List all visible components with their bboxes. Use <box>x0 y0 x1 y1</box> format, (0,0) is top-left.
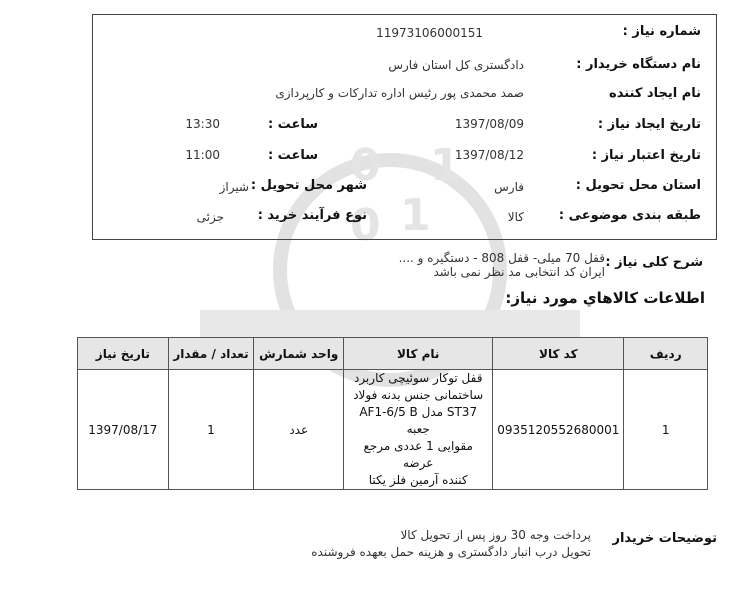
creator-label: نام ایجاد کننده <box>609 86 701 101</box>
category-label: طبقه بندی موضوعی : <box>558 208 701 223</box>
col-code-header: کد کالا <box>493 338 624 370</box>
buyer-org-label: نام دستگاه خریدار : <box>576 57 701 72</box>
cell-name-line: ST37 مدل AF1-6/5 B جعبه <box>359 405 478 436</box>
items-title: اطلاعات کالاهاي مورد نياز: <box>505 289 705 307</box>
buyer-org-value: دادگستری کل استان فارس <box>388 58 524 72</box>
created-date-label: تاریخ ایجاد نیاز : <box>597 117 701 132</box>
summary-label: شرح کلی نیاز : <box>605 255 703 270</box>
table-header-row <box>78 338 708 370</box>
city-value: شیراز <box>219 180 249 194</box>
col-date-header: تاریخ نیاز <box>78 338 169 370</box>
buyer-notes-line1: پرداخت وجه 30 روز پس از تحویل کالا <box>400 528 591 542</box>
cell-code: 0935120552680001 <box>493 370 624 490</box>
cell-unit: عدد <box>254 370 344 490</box>
cell-row: 1 <box>624 370 708 490</box>
created-time-label: ساعت : <box>267 117 318 132</box>
cell-date: 1397/08/17 <box>78 370 169 490</box>
items-table <box>77 337 708 490</box>
validity-time-value: 11:00 <box>185 148 220 162</box>
process-value: جزئی <box>196 210 224 224</box>
col-name-header: نام کالا <box>344 338 493 370</box>
city-label: شهر محل تحویل : <box>250 178 367 193</box>
need-number-value: 11973106000151 <box>376 26 483 40</box>
cell-name-line: قفل توکار سوئیچی کاربرد <box>353 371 483 385</box>
svg-text:1: 1 <box>400 190 431 241</box>
need-number-label: شماره نیاز : <box>622 24 701 39</box>
col-qty-header: تعداد / مقدار <box>168 338 254 370</box>
buyer-notes-label: توضیحات خریدار <box>612 531 717 546</box>
svg-text:1: 1 <box>430 140 461 191</box>
validity-date-value: 1397/08/12 <box>454 148 524 162</box>
cell-name <box>344 370 493 490</box>
cell-qty: 1 <box>168 370 254 490</box>
cell-name-line: ساختمانی جنس بدنه فولاد <box>353 388 484 402</box>
summary-line2: ایران کد انتخابی مد نظر نمی باشد <box>433 265 605 279</box>
process-label: نوع فرآیند خرید : <box>257 208 367 223</box>
col-unit-header: واحد شمارش <box>254 338 344 370</box>
creator-value: صمد محمدی پور رئیس اداره تدارکات و کارپردازی <box>275 86 524 100</box>
table-row <box>78 370 708 490</box>
cell-name-line: کننده آرمین فلز یکتا <box>368 473 468 487</box>
cell-name-line: مقوایی 1 عددی مرجع عرضه <box>363 439 473 470</box>
province-label: استان محل تحویل : <box>575 178 701 193</box>
summary-line1: قفل 70 میلی- قفل 808 - دستگیره و .... <box>398 251 605 265</box>
created-date-value: 1397/08/09 <box>454 117 524 131</box>
col-row-header: رديف <box>624 338 708 370</box>
svg-text:0: 0 <box>350 140 381 191</box>
province-value: فارس <box>494 180 524 194</box>
buyer-notes-line2: تحویل درب انبار دادگستری و هزینه حمل بعهده فروشنده <box>311 545 591 559</box>
svg-text:0: 0 <box>350 200 381 251</box>
created-time-value: 13:30 <box>185 117 220 131</box>
validity-time-label: ساعت : <box>267 148 318 163</box>
validity-date-label: تاریخ اعتبار نیاز : <box>591 148 701 163</box>
category-value: کالا <box>507 210 524 224</box>
